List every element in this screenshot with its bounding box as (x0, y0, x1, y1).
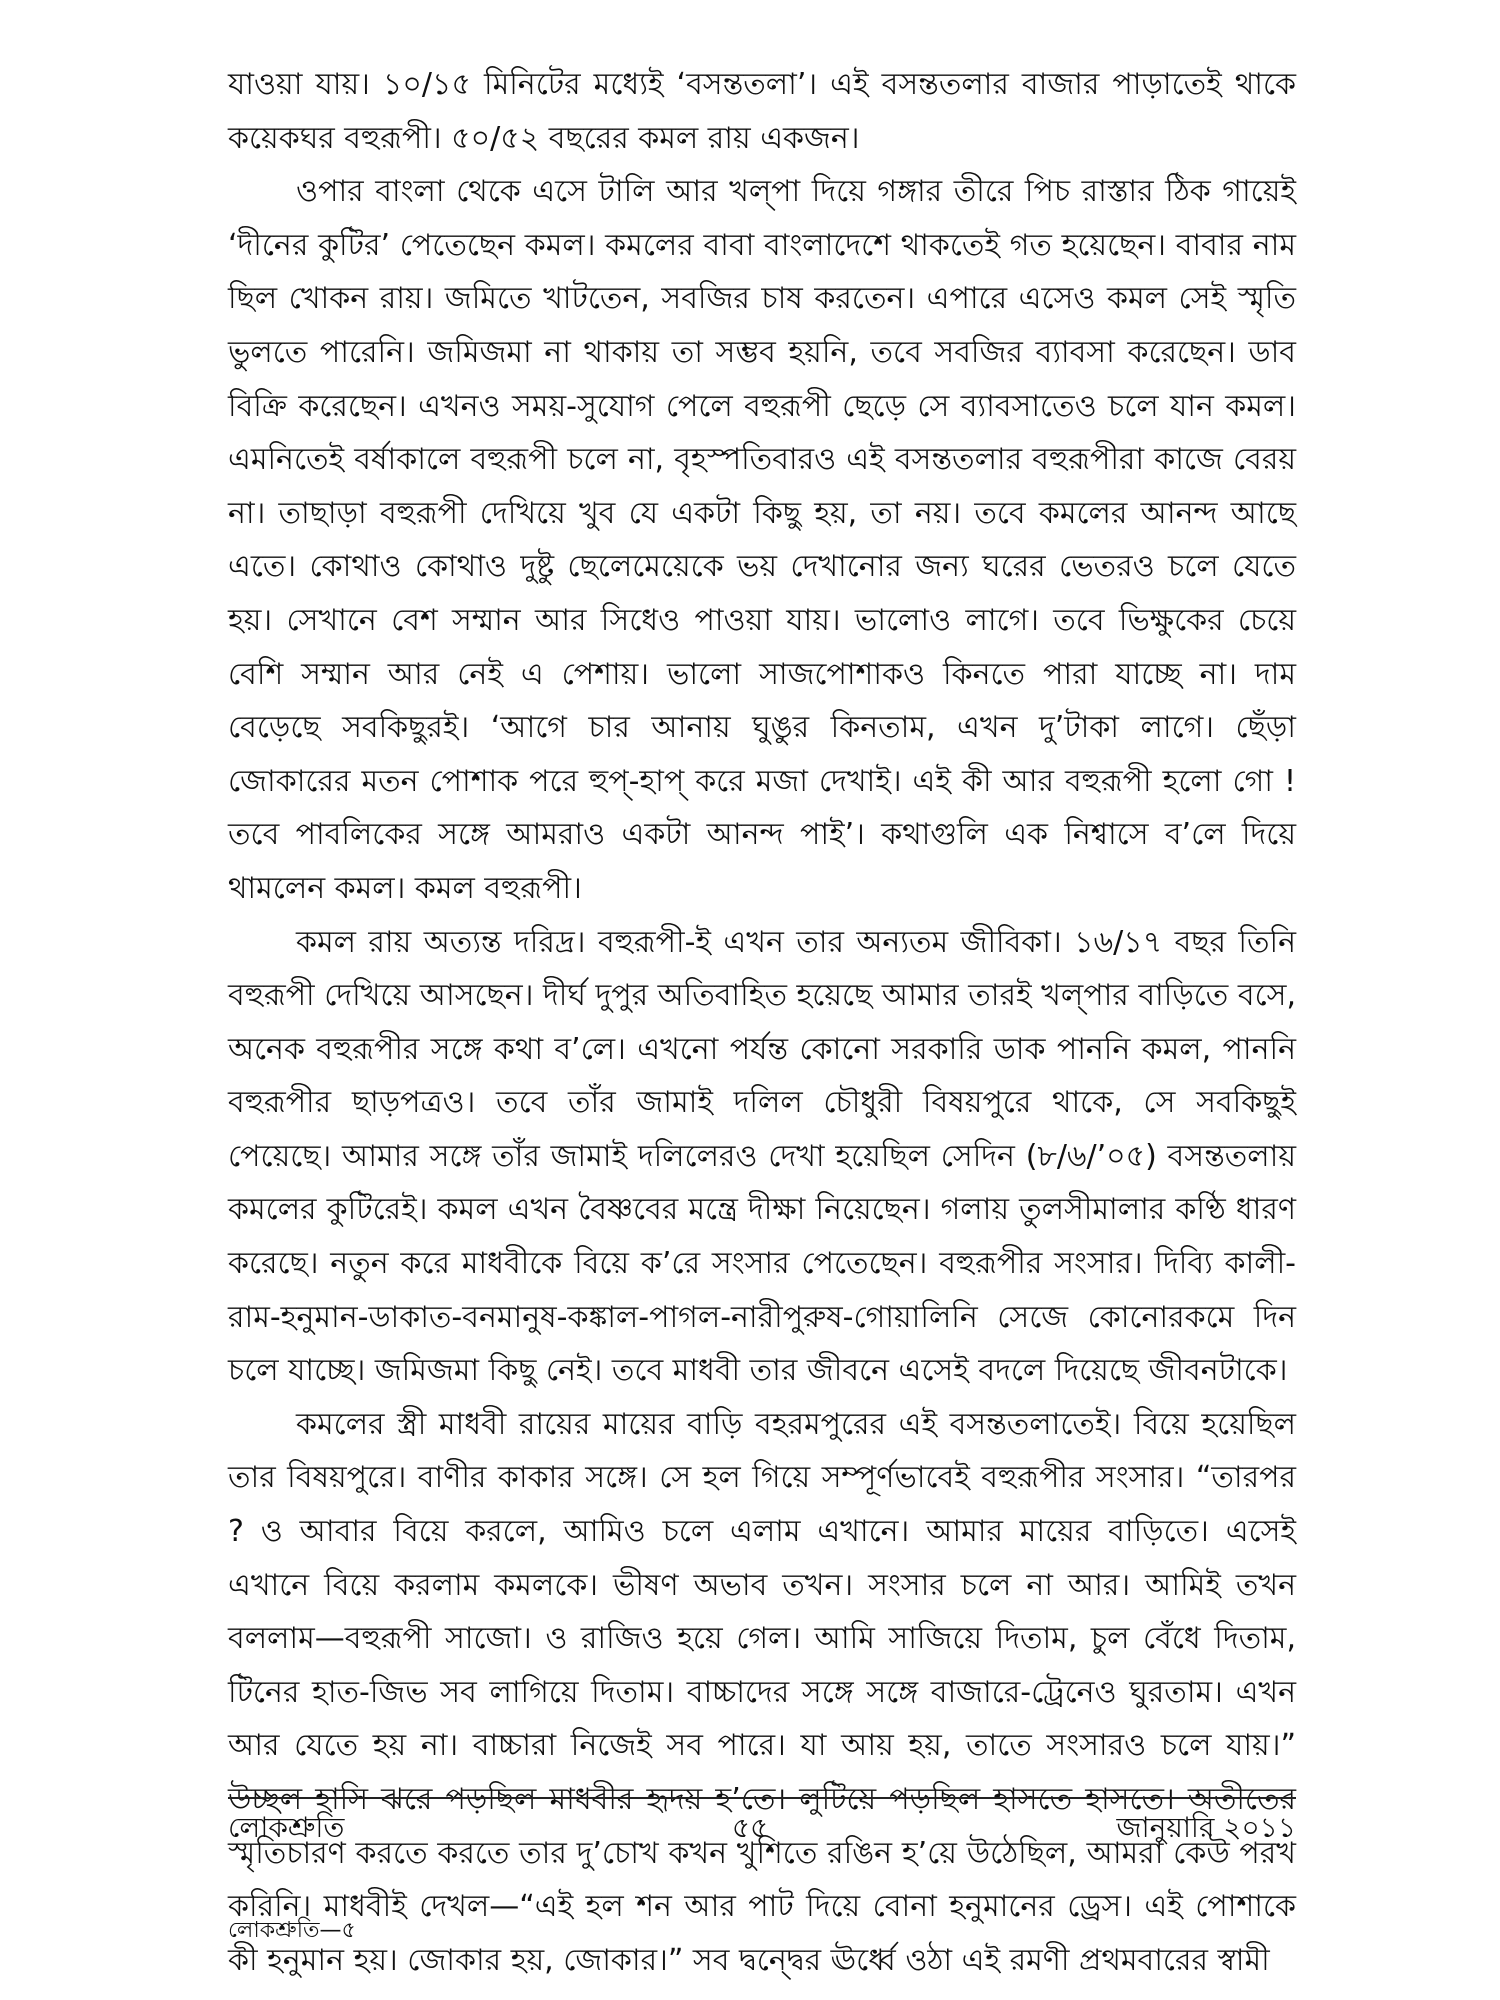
footer-page-number: ৫৫ (731, 1811, 769, 1844)
printer-signature-mark: লোকশ্রুতি—৫ (228, 1918, 356, 1943)
footer-issue-date: জানুয়ারি ২০১১ (1116, 1811, 1296, 1844)
footer-divider (228, 1797, 1296, 1799)
paragraph-madhabi: কমলের স্ত্রী মাধবী রায়ের মায়ের বাড়ি বহরমপুরের এই বসন্ততলাতেই। বিয়ে হয়েছিল তার বিষয়পুরে। বাণীর কাকার সঙ্গে। সে হল গিয়ে সম্পূর্ণভাবেই বহুরূপীর সংসার। “তারপর ? ও আবার বিয়ে করলে, আমিও চলে এলাম এখানে। আমার মায়ের বাড়িতে। এসেই এখানে বিয়ে করলাম কমলকে। ভীষণ অভাব তখন। সংসার চলে না আর। আমিই তখন বললাম—বহুরূপী সাজো। ও রাজিও হয়ে গেল। আমি সাজিয়ে দিতাম, চুল বেঁধে দিতাম, টিনের হাত-জিভ সব লাগিয়ে দিতাম। বাচ্চাদের সঙ্গে সঙ্গে বাজারে-ট্রেনেও ঘুরতাম। এখন আর যেতে হয় না। বাচ্চারা নিজেই সব পারে। যা আয় হয়, তাতে সংসারও চলে যায়।” উচ্ছল হাসি ঝরে পড়ছিল মাধবীর হৃদয় হ’তে। লুটিয়ে পড়ছিল হাসতে হাসতে। অতীতের স্মৃতিচারণ করতে করতে তার দু’চোখ কখন খুশিতে রঙিন হ’য়ে উঠেছিল, আমরা কেউ পরখ করিনি। মাধবীই দেখল—“এই হল শন আর পাট দিয়ে বোনা হনুমানের ড্রেস। এই পোশাকে কী হনুমান হয়। জোকার হয়, জোকার।” সব দ্বন্দ্বের ঊর্ধ্বে ওঠা এই রমণী প্রথমবারের স্বামী (228, 1406, 1296, 1978)
paragraph-continued: যাওয়া যায়। ১০/১৫ মিনিটের মধ্যেই ‘বসন্ততলা’। এই বসন্ততলার বাজার পাড়াতেই থাকে কয়েকঘর বহুরূপী। ৫০/৫২ বছরের কমল রায় একজন। (228, 67, 1296, 156)
paragraph-kamal-livelihood: কমল রায় অত্যন্ত দরিদ্র। বহুরূপী-ই এখন তার অন্যতম জীবিকা। ১৬/১৭ বছর তিনি বহুরূপী দেখিয়ে আসছেন। দীর্ঘ দুপুর অতিবাহিত হয়েছে আমার তারই খল্‌পার বাড়িতে বসে, অনেক বহুরূপীর সঙ্গে কথা ব’লে। এখনো পর্যন্ত কোনো সরকারি ডাক পাননি কমল, পাননি বহুরূপীর ছাড়পত্রও। তবে তাঁর জামাই দলিল চৌধুরী বিষয়পুরে থাকে, সে সবকিছুই পেয়েছে। আমার সঙ্গে তাঁর জামাই দলিলেরও দেখা হয়েছিল সেদিন (৮/৬/’০৫) বসন্ততলায় কমলের কুটিরেই। কমল এখন বৈষ্ণবের মন্ত্রে দীক্ষা নিয়েছেন। গলায় তুলসীমালার কণ্ঠি ধারণ করেছে। নতুন করে মাধবীকে বিয়ে ক’রে সংসার পেতেছেন। বহুরূপীর সংসার। দিব্যি কালী-রাম-হনুমান-ডাকাত-বনমানুষ-কঙ্কাল-পাগল-নারীপুরুষ-গোয়ালিনি সেজে কোনোরকমে দিন চলে যাচ্ছে। জমিজমা কিছু নেই। তবে মাধবী তার জীবনে এসেই বদলে দিয়েছে জীবনটাকে। (228, 924, 1296, 1389)
paragraph-kamal-home: ওপার বাংলা থেকে এসে টালি আর খল্‌পা দিয়ে গঙ্গার তীরে পিচ রাস্তার ঠিক গায়েই ‘দীনের কুটির’ পেতেছেন কমল। কমলের বাবা বাংলাদেশে থাকতেই গত হয়েছেন। বাবার নাম ছিল খোকন রায়। জমিতে খাটতেন, সবজির চাষ করতেন। এপারে এসেও কমল সেই স্মৃতি ভুলতে পারেনি। জমিজমা না থাকায় তা সম্ভব হয়নি, তবে সবজির ব্যাবসা করেছেন। ডাব বিক্রি করেছেন। এখনও সময়-সুযোগ পেলে বহুরূপী ছেড়ে সে ব্যাবসাতেও চলে যান কমল। এমনিতেই বর্ষাকালে বহুরূপী চলে না, বৃহস্পতিবারও এই বসন্ততলার বহুরূপীরা কাজে বেরয় না। তাছাড়া বহুরূপী দেখিয়ে খুব যে একটা কিছু হয়, তা নয়। তবে কমলের আনন্দ আছে এতে। কোথাও কোথাও দুষ্টু ছেলেমেয়েকে ভয় দেখানোর জন্য ঘরের ভেতরও চলে যেতে হয়। সেখানে বেশ সম্মান আর সিধেও পাওয়া যায়। ভালোও লাগে। তবে ভিক্ষুকের চেয়ে বেশি সম্মান আর নেই এ পেশায়। ভালো সাজপোশাকও কিনতে পারা যাচ্ছে না। দাম বেড়েছে সবকিছুরই। ‘আগে চার আনায় ঘুঙুর কিনতাম, এখন দু’টাকা লাগে। ছেঁড়া জোকারের মতন পোশাক পরে হুপ্‌-হাপ্‌ করে মজা দেখাই। এই কী আর বহুরূপী হলো গো ! তবে পাবলিকের সঙ্গে আমরাও একটা আনন্দ পাই’। কথাগুলি এক নিশ্বাসে ব’লে দিয়ে থামলেন কমল। কমল বহুরূপী। (228, 174, 1296, 906)
article-body (228, 58, 1296, 1987)
footer-journal-name: লোকশ্রুতি (228, 1811, 345, 1844)
